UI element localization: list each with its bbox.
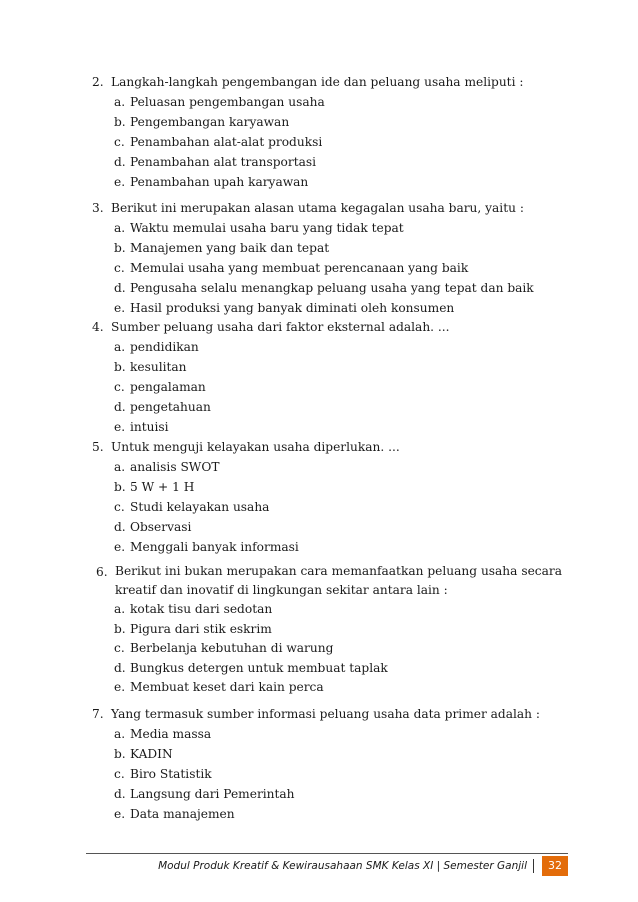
option-letter: e. <box>114 680 126 694</box>
option-letter: b. <box>114 480 126 494</box>
option-letter: b. <box>114 360 126 374</box>
option-letter: c. <box>114 641 125 655</box>
question-number: 6. <box>96 565 108 579</box>
question-text: Sumber peluang usaha dari faktor eksternal adalah. ... <box>111 320 450 334</box>
option-letter: e. <box>114 807 126 821</box>
option-text: Pengembangan karyawan <box>130 115 290 129</box>
question-text: Untuk menguji kelayakan usaha diperlukan. ... <box>111 440 400 454</box>
option-list <box>92 724 572 824</box>
option-letter: c. <box>114 135 125 149</box>
question-text: Yang termasuk sumber informasi peluang usaha data primer adalah : <box>111 707 540 721</box>
footer-separator <box>533 859 534 873</box>
option-item <box>92 537 572 557</box>
option-letter: c. <box>114 767 125 781</box>
page-number-badge: 32 <box>542 856 568 876</box>
question-3 <box>92 198 572 318</box>
option-item <box>92 377 572 397</box>
option-text: analisis SWOT <box>130 460 220 474</box>
option-text: kesulitan <box>130 360 187 374</box>
option-letter: d. <box>114 660 126 675</box>
option-text: Memulai usaha yang membuat perencanaan yang baik <box>130 261 469 275</box>
option-text: Manajemen yang baik dan tepat <box>130 241 330 255</box>
option-item <box>96 639 562 659</box>
option-text: Penambahan alat transportasi <box>130 155 317 169</box>
option-list <box>92 337 572 437</box>
option-item <box>92 218 572 238</box>
option-item <box>92 172 572 192</box>
option-text: pengalaman <box>130 380 206 394</box>
option-letter: e. <box>114 540 126 554</box>
option-letter: e. <box>114 301 126 315</box>
option-text: Pigura dari stik eskrim <box>130 621 272 636</box>
option-text: pengetahuan <box>130 400 211 414</box>
option-item <box>92 784 572 804</box>
question-text: Berikut ini merupakan alasan utama kegagalan usaha baru, yaitu : <box>111 201 524 215</box>
option-item <box>92 258 572 278</box>
option-item <box>96 678 562 698</box>
option-item <box>92 238 572 258</box>
option-text: KADIN <box>130 747 173 761</box>
option-text: Waktu memulai usaha baru yang tidak tepat <box>130 221 404 235</box>
option-item <box>92 152 572 172</box>
question-2 <box>92 72 572 192</box>
question-number: 2. <box>92 75 104 89</box>
question-number: 7. <box>92 707 104 721</box>
option-text: Bungkus detergen untuk membuat taplak <box>130 660 388 675</box>
option-text: Pengusaha selalu menangkap peluang usaha yang tepat dan baik <box>130 281 534 295</box>
option-text: 5 W + 1 H <box>130 480 195 494</box>
option-item <box>92 92 572 112</box>
option-item <box>92 517 572 537</box>
option-item <box>92 132 572 152</box>
option-item <box>92 417 572 437</box>
option-letter: c. <box>114 261 125 275</box>
page-footer <box>158 856 568 876</box>
option-text: Biro Statistik <box>130 767 212 781</box>
option-text: Penambahan upah karyawan <box>130 175 309 189</box>
footer-title: Modul Produk Kreatif & Kewirausahaan SMK Kelas XI | Semester Ganjil <box>158 860 527 872</box>
option-item <box>96 620 562 640</box>
option-text: Langsung dari Pemerintah <box>130 787 295 801</box>
option-text: pendidikan <box>130 340 199 354</box>
option-item <box>92 804 572 824</box>
option-item <box>92 357 572 377</box>
question-number: 3. <box>92 201 104 215</box>
option-text: intuisi <box>130 420 169 434</box>
option-item <box>92 337 572 357</box>
question-number: 5. <box>92 440 104 454</box>
option-letter: a. <box>114 727 126 741</box>
option-text: Berbelanja kebutuhan di warung <box>130 641 334 655</box>
question-4 <box>92 317 572 437</box>
option-letter: c. <box>114 500 125 514</box>
option-letter: c. <box>114 380 125 394</box>
option-letter: a. <box>114 460 126 474</box>
option-list <box>92 218 572 318</box>
option-letter: b. <box>114 747 126 761</box>
option-text: Membuat keset dari kain perca <box>130 680 324 694</box>
option-item <box>92 744 572 764</box>
option-letter: e. <box>114 420 126 434</box>
option-item <box>92 497 572 517</box>
option-text: Observasi <box>130 520 192 534</box>
option-letter: d. <box>114 155 126 169</box>
option-letter: b. <box>114 115 126 129</box>
question-text: Langkah-langkah pengembangan ide dan peluang usaha meliputi : <box>111 75 524 89</box>
question-6 <box>96 562 562 698</box>
footer-divider <box>86 853 568 854</box>
option-text: kotak tisu dari sedotan <box>130 602 273 616</box>
option-letter: d. <box>114 520 126 534</box>
question-5 <box>92 437 572 557</box>
option-letter: e. <box>114 175 126 189</box>
option-text: Studi kelayakan usaha <box>130 500 270 514</box>
option-item <box>92 457 572 477</box>
option-list <box>96 600 562 698</box>
option-letter: b. <box>114 621 126 636</box>
option-item <box>92 764 572 784</box>
option-item <box>92 112 572 132</box>
option-letter: d. <box>114 787 126 801</box>
option-item <box>96 659 562 679</box>
option-text: Peluasan pengembangan usaha <box>130 95 325 109</box>
option-text: Penambahan alat-alat produksi <box>130 135 323 149</box>
option-item <box>92 477 572 497</box>
option-item <box>96 600 562 620</box>
option-letter: a. <box>114 221 126 235</box>
question-7 <box>92 704 572 824</box>
option-letter: a. <box>114 95 126 109</box>
option-text: Media massa <box>130 727 212 741</box>
question-text: Berikut ini bukan merupakan cara memanfaatkan peluang usaha secara kreatif dan inovatif di lingkungan sekitar antara lain : <box>115 564 562 597</box>
option-letter: b. <box>114 241 126 255</box>
question-number: 4. <box>92 320 104 334</box>
option-letter: d. <box>114 400 126 414</box>
option-item <box>92 397 572 417</box>
option-list <box>92 457 572 557</box>
option-item <box>92 278 572 298</box>
option-letter: a. <box>114 602 126 616</box>
option-text: Menggali banyak informasi <box>130 540 299 554</box>
option-text: Data manajemen <box>130 807 235 821</box>
option-item <box>92 298 572 318</box>
option-letter: d. <box>114 281 126 295</box>
option-list <box>92 92 572 192</box>
option-text: Hasil produksi yang banyak diminati oleh konsumen <box>130 301 455 315</box>
option-letter: a. <box>114 340 126 354</box>
option-item <box>92 724 572 744</box>
